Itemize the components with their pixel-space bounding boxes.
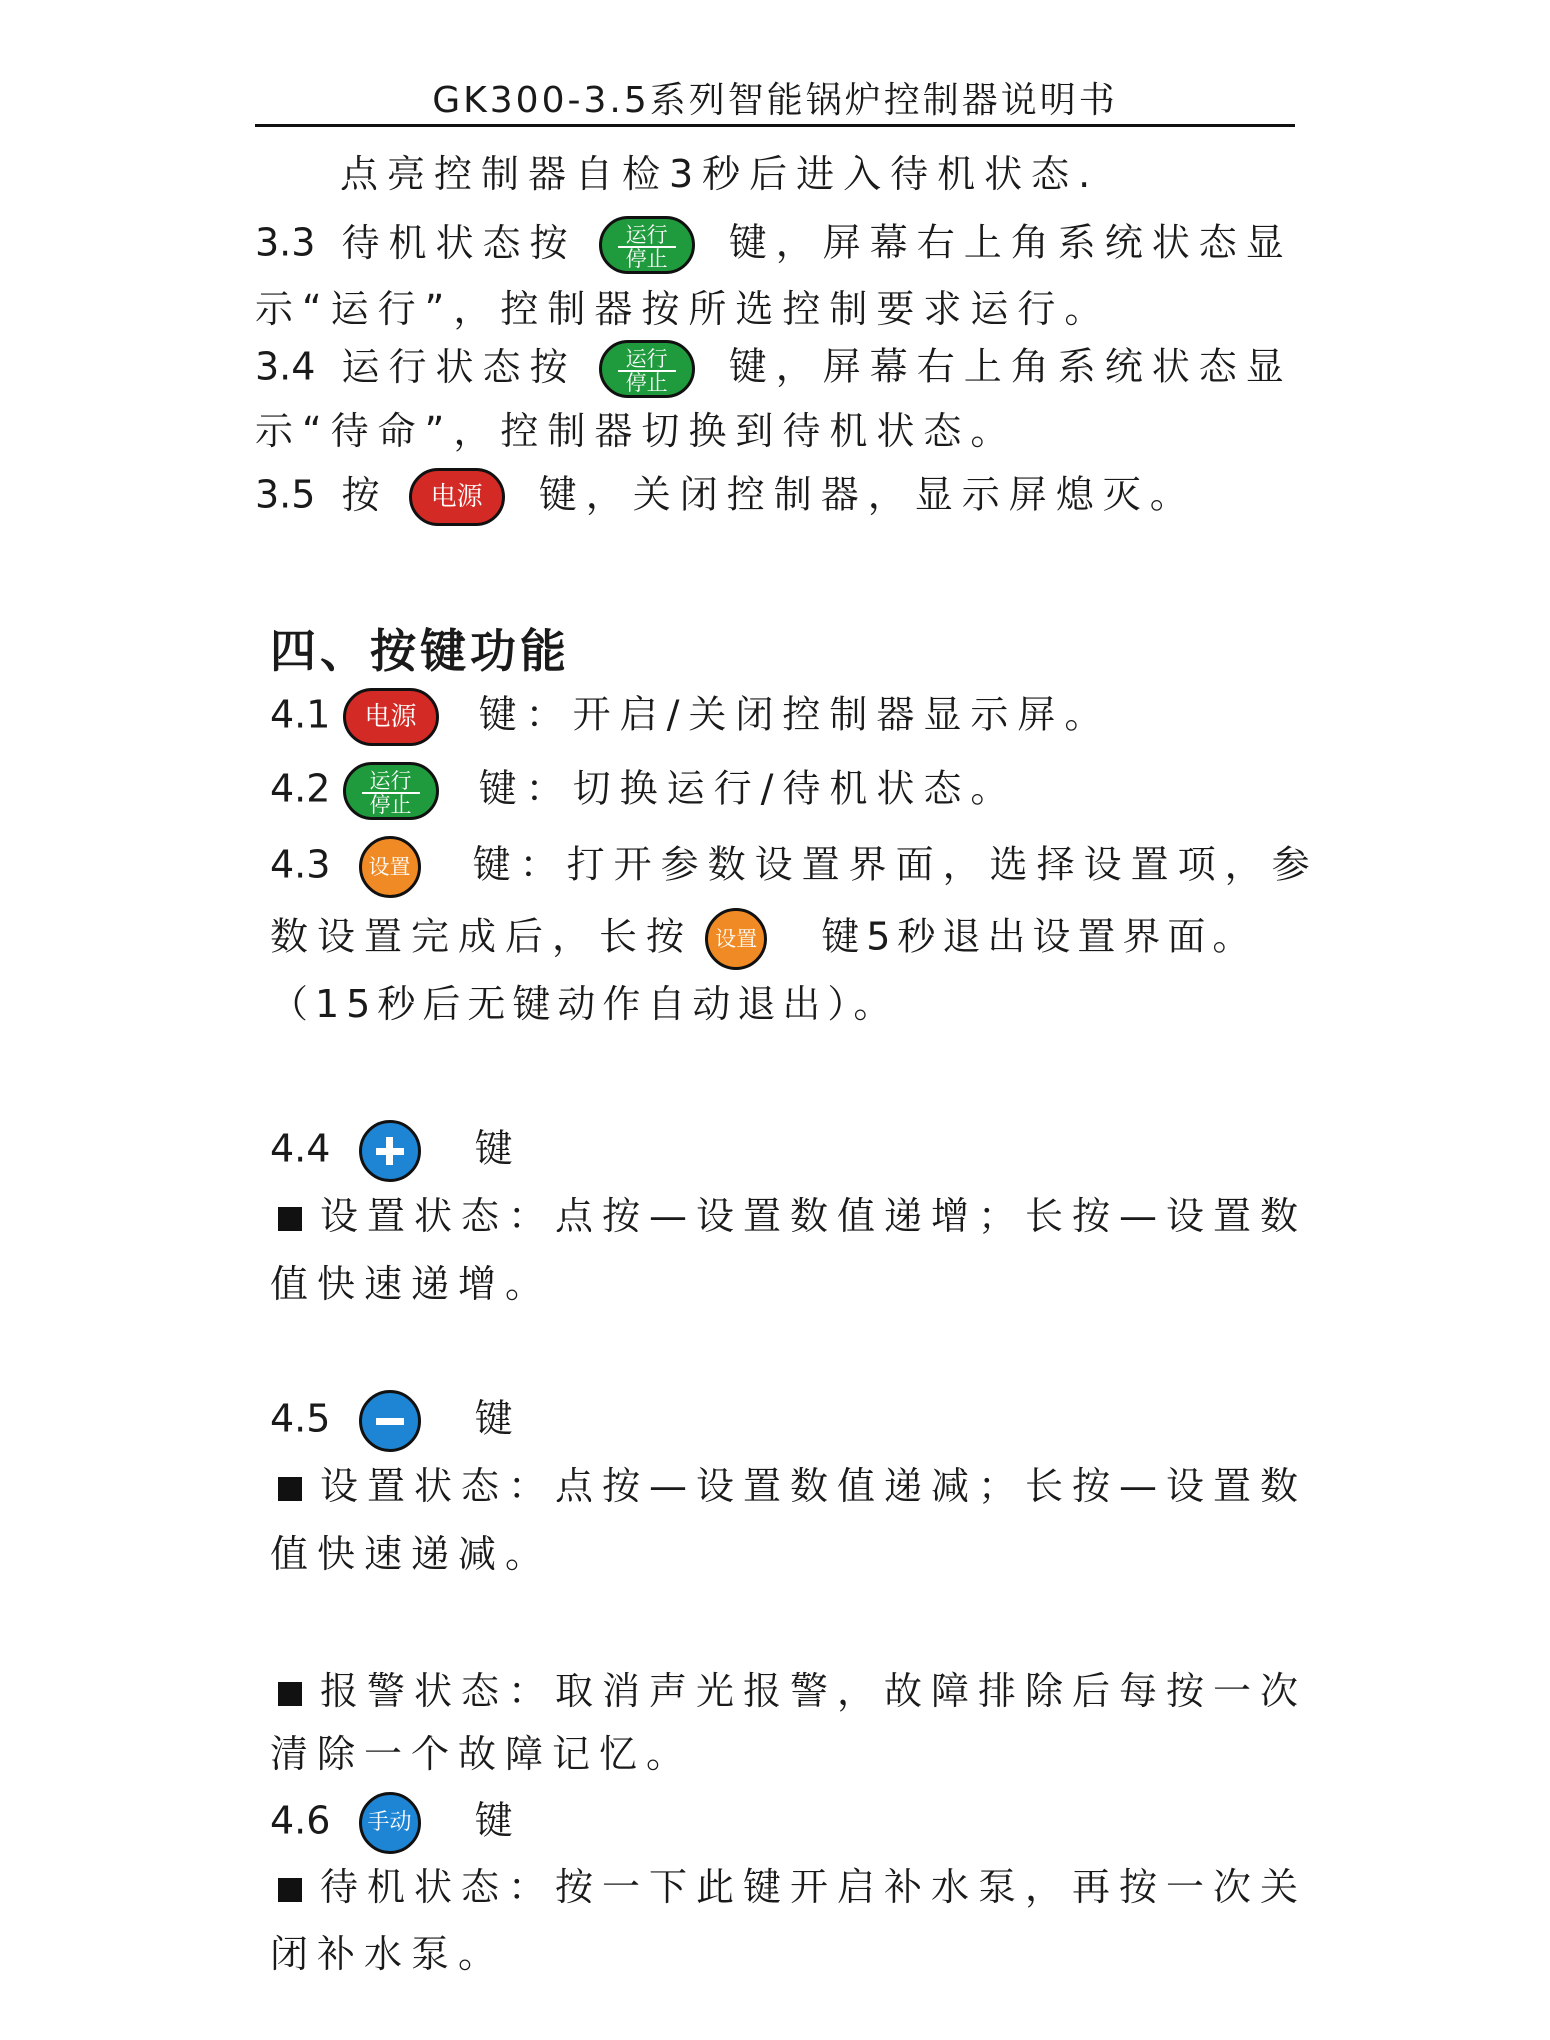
bullet-square-icon xyxy=(278,1878,302,1902)
settings-key-icon: 设置 xyxy=(359,836,421,898)
item-4-3-line3: （15秒后无键动作自动退出）。 xyxy=(270,982,899,1026)
item-4-3-line2 xyxy=(270,908,1257,970)
intro-text: 点亮控制器自检3秒后进入待机状态. xyxy=(340,152,1100,196)
item-text: 键：开启/关闭控制器显示屏。 xyxy=(478,692,1112,737)
settings-key-icon: 设置 xyxy=(705,908,767,970)
run-stop-key-icon: 运行 停止 xyxy=(343,762,439,820)
power-key-icon: 电源 xyxy=(409,468,505,526)
item-4-6-line2: 闭补水泵。 xyxy=(270,1932,506,1976)
item-number: 4.3 xyxy=(270,842,331,887)
item-4-3 xyxy=(270,836,1319,898)
item-text: 键 xyxy=(474,1396,513,1441)
item-text: 按 xyxy=(341,472,389,517)
item-text: 键：切换运行/待机状态。 xyxy=(478,766,1018,811)
item-number: 3.5 xyxy=(255,472,316,517)
item-4-6 xyxy=(270,1792,513,1854)
item-text: 数设置完成后，长按 xyxy=(270,914,694,959)
item-4-4-line1: 设置状态：点按—设置数值递增；长按—设置数 xyxy=(278,1197,1307,1235)
item-4-5-line2: 值快速递减。 xyxy=(270,1532,553,1576)
item-4-5-alarm1: 报警状态：取消声光报警，故障排除后每按一次 xyxy=(278,1672,1307,1710)
document-header-title: GK300-3.5系列智能锅炉控制器说明书 xyxy=(432,80,1118,121)
run-stop-key-icon: 运行 停止 xyxy=(599,216,695,274)
item-number: 3.3 xyxy=(255,220,316,265)
run-stop-key-icon: 运行 停止 xyxy=(599,340,695,398)
item-number: 3.4 xyxy=(255,344,316,389)
item-text: 键：打开参数设置界面，选择设置项，参 xyxy=(472,842,1319,887)
item-number: 4.5 xyxy=(270,1396,331,1441)
item-text: 键 xyxy=(474,1798,513,1843)
item-text: 待机状态按 xyxy=(341,220,577,265)
item-3-4 xyxy=(255,340,1293,398)
item-3-5 xyxy=(255,468,1197,526)
item-4-6-line1: 待机状态：按一下此键开启补水泵，再按一次关 xyxy=(278,1868,1307,1906)
bullet-square-icon xyxy=(278,1477,302,1501)
section-title: 四、按键功能 xyxy=(270,624,570,678)
item-number: 4.6 xyxy=(270,1798,331,1843)
item-text: 键，屏幕右上角系统状态显 xyxy=(728,344,1293,389)
minus-key-icon xyxy=(359,1390,421,1452)
plus-key-icon xyxy=(359,1120,421,1182)
item-4-5 xyxy=(270,1390,513,1452)
item-text: 键，关闭控制器，显示屏熄灭。 xyxy=(538,472,1197,517)
item-number: 4.1 xyxy=(270,692,331,737)
item-number: 4.4 xyxy=(270,1126,331,1171)
bullet-square-icon xyxy=(278,1682,302,1706)
item-text: 键 xyxy=(474,1126,513,1171)
item-4-4 xyxy=(270,1120,513,1182)
item-4-4-line2: 值快速递增。 xyxy=(270,1262,553,1306)
item-3-3 xyxy=(255,216,1293,274)
item-3-3-line2: 示“运行”，控制器按所选控制要求运行。 xyxy=(255,287,1112,331)
item-4-5-alarm2: 清除一个故障记忆。 xyxy=(270,1732,694,1776)
item-4-1 xyxy=(270,688,1111,746)
manual-key-icon: 手动 xyxy=(359,1792,421,1854)
item-3-4-line2: 示“待命”，控制器切换到待机状态。 xyxy=(255,409,1018,453)
header-divider xyxy=(255,124,1295,127)
item-4-2 xyxy=(270,762,1017,820)
item-text: 键，屏幕右上角系统状态显 xyxy=(728,220,1293,265)
bullet-square-icon xyxy=(278,1207,302,1231)
power-key-icon: 电源 xyxy=(343,688,439,746)
item-number: 4.2 xyxy=(270,766,331,811)
item-text: 运行状态按 xyxy=(341,344,577,389)
item-text: 键5秒退出设置界面。 xyxy=(821,914,1258,959)
item-4-5-line1: 设置状态：点按—设置数值递减；长按—设置数 xyxy=(278,1467,1307,1505)
